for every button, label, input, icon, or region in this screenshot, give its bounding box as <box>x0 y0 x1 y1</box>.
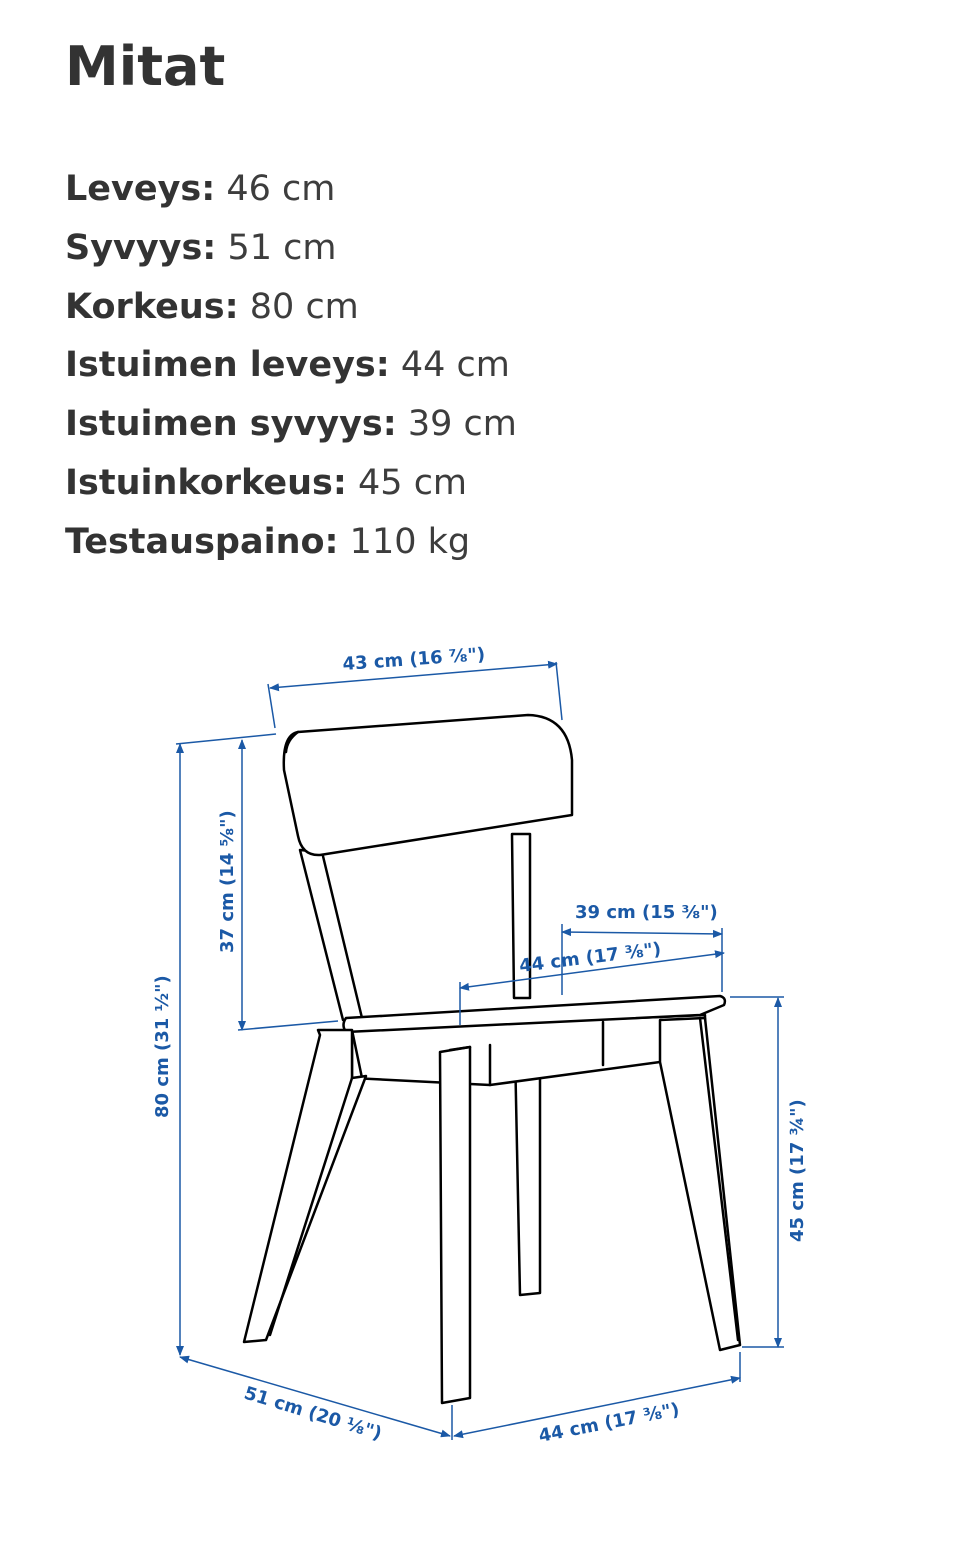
dimension-specs-list <box>65 160 517 572</box>
seat-width-label: 44 cm (17 ⅜") <box>518 938 663 977</box>
total-height-label: 80 cm (31 ½") <box>152 975 173 1118</box>
spec-label: Istuimen leveys: <box>65 345 390 386</box>
spec-seat-width <box>65 336 517 395</box>
page-title: Mitat <box>65 35 226 98</box>
spec-value: 46 cm <box>226 169 336 209</box>
backrest-height-label: 37 cm (14 ⅝") <box>217 810 238 953</box>
spec-label: Istuinkorkeus: <box>65 462 347 503</box>
spec-value: 51 cm <box>227 227 337 268</box>
spec-label: Istuimen syvyys: <box>65 404 397 445</box>
spec-value: 45 cm <box>358 462 468 503</box>
spec-width <box>65 160 517 219</box>
spec-label: Leveys: <box>65 169 216 209</box>
spec-label: Testauspaino: <box>65 521 339 562</box>
spec-label: Syvyys: <box>65 227 217 268</box>
spec-height <box>65 278 517 337</box>
spec-seat-depth <box>65 395 517 454</box>
spec-seat-height <box>65 454 517 513</box>
spec-test-weight <box>65 513 517 572</box>
chair-dimension-diagram <box>60 620 860 1470</box>
chair-drawing <box>244 715 740 1403</box>
width-label: 44 cm (17 ⅜") <box>536 1399 682 1447</box>
spec-value: 44 cm <box>400 345 510 386</box>
seat-height-label: 45 cm (17 ¾") <box>787 1099 808 1242</box>
spec-value: 110 kg <box>349 521 471 562</box>
spec-label: Korkeus: <box>65 286 239 327</box>
backrest-width-label: 43 cm (16 ⅞") <box>341 644 486 675</box>
spec-depth <box>65 219 517 278</box>
spec-value: 80 cm <box>249 286 359 327</box>
seat-depth-label: 39 cm (15 ⅜") <box>575 902 718 923</box>
spec-value: 39 cm <box>407 404 517 445</box>
depth-label: 51 cm (20 ⅛") <box>241 1382 385 1445</box>
